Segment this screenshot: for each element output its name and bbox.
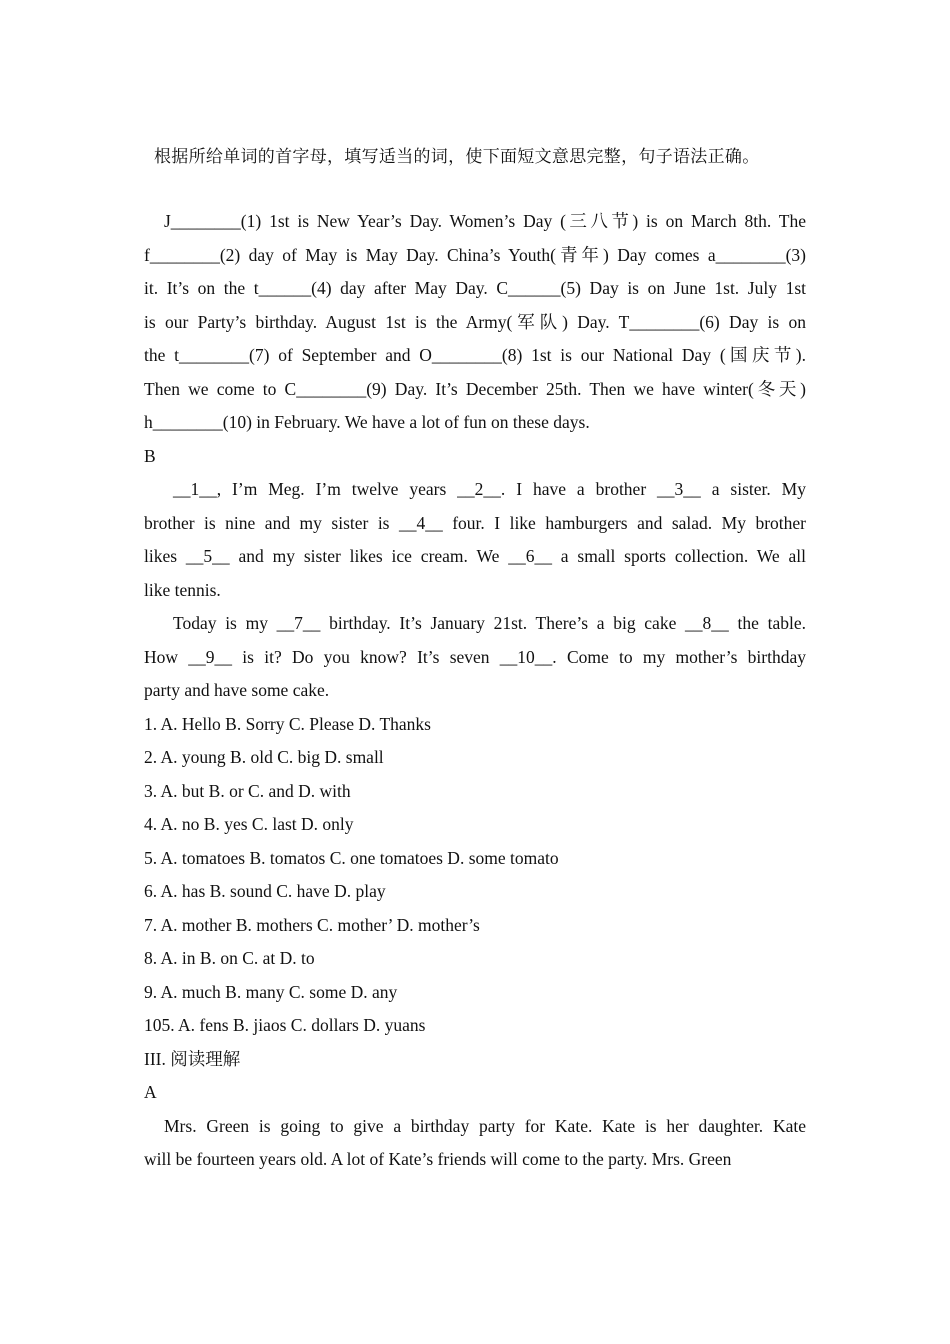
passage-a-line: the t________(7) of September and O________(8) 1st is our National Day (国庆节). [144, 345, 806, 365]
option-line: 4. A. no B. yes C. last D. only [144, 814, 354, 834]
passage-a-line: h________(10) in February. We have a lot of fun on these days. [144, 412, 590, 432]
passage-c-line: will be fourteen years old. A lot of Kate’s friends will come to the party. Mrs. Green [144, 1149, 732, 1169]
option-line: 3. A. but B. or C. and D. with [144, 780, 351, 801]
passage-b-line: brother is nine and my sister is __4__ four. I like hamburgers and salad. My brother [144, 512, 806, 533]
section-iii-heading: III. 阅读理解 [144, 1048, 241, 1069]
option-line: 9. A. much B. many C. some D. any [144, 981, 398, 1002]
answer-options [144, 708, 806, 1043]
passage-a-line: Then we come to C________(9) Day. It’s December 25th. Then we have winter(冬天) [144, 378, 806, 399]
passage-a-line: f________(2) day of May is May Day. China’s Youth(青年) Day comes a________(3) [144, 244, 806, 265]
passage-b-line: Today is my __7__ birthday. It’s January 21st. There’s a big cake __8__ the table. [173, 613, 806, 633]
passage-c-line: Mrs. Green is going to give a birthday party for Kate. Kate is her daughter. Kate [164, 1115, 806, 1136]
passage-c [144, 1110, 806, 1177]
option-line: 1. A. Hello B. Sorry C. Please D. Thanks [144, 713, 431, 734]
instruction-text: 根据所给单词的首字母，填写适当的词，使下面短文意思完整，句子语法正确。 [154, 147, 760, 167]
option-line: 7. A. mother B. mothers C. mother’ D. mother’s [144, 914, 480, 935]
passage-b-line: like tennis. [144, 579, 221, 600]
option-line: 2. A. young B. old C. big D. small [144, 747, 384, 767]
option-line: 105. A. fens B. jiaos C. dollars D. yuans [144, 1015, 426, 1035]
option-line: 5. A. tomatoes B. tomatos C. one tomatoes D. some tomato [144, 847, 559, 868]
passage-b [144, 473, 806, 708]
passage-a-line: it. It’s on the t______(4) day after May Day. C______(5) Day is on June 1st. July 1st [144, 278, 806, 298]
passage-b-line: __1__, I’m Meg. I’m twelve years __2__. I have a brother __3__ a sister. My [173, 479, 806, 499]
passage-a [144, 205, 806, 440]
passage-a-line: J________(1) 1st is New Year’s Day. Women’s Day (三八节) is on March 8th. The [164, 211, 806, 231]
section-b-heading: B [144, 445, 156, 466]
document-body [144, 205, 806, 1177]
section-iii-a-heading: A [144, 1082, 157, 1102]
option-line: 8. A. in B. on C. at D. to [144, 948, 315, 968]
passage-b-line: likes __5__ and my sister likes ice cream. We __6__ a small sports collection. We all [144, 546, 806, 566]
passage-a-line: is our Party’s birthday. August 1st is the Army(军队) Day. T________(6) Day is on [144, 311, 806, 332]
option-line: 6. A. has B. sound C. have D. play [144, 881, 386, 901]
passage-b-line: How __9__ is it? Do you know? It’s seven __10__. Come to my mother’s birthday [144, 646, 806, 667]
passage-b-line: party and have some cake. [144, 680, 330, 700]
